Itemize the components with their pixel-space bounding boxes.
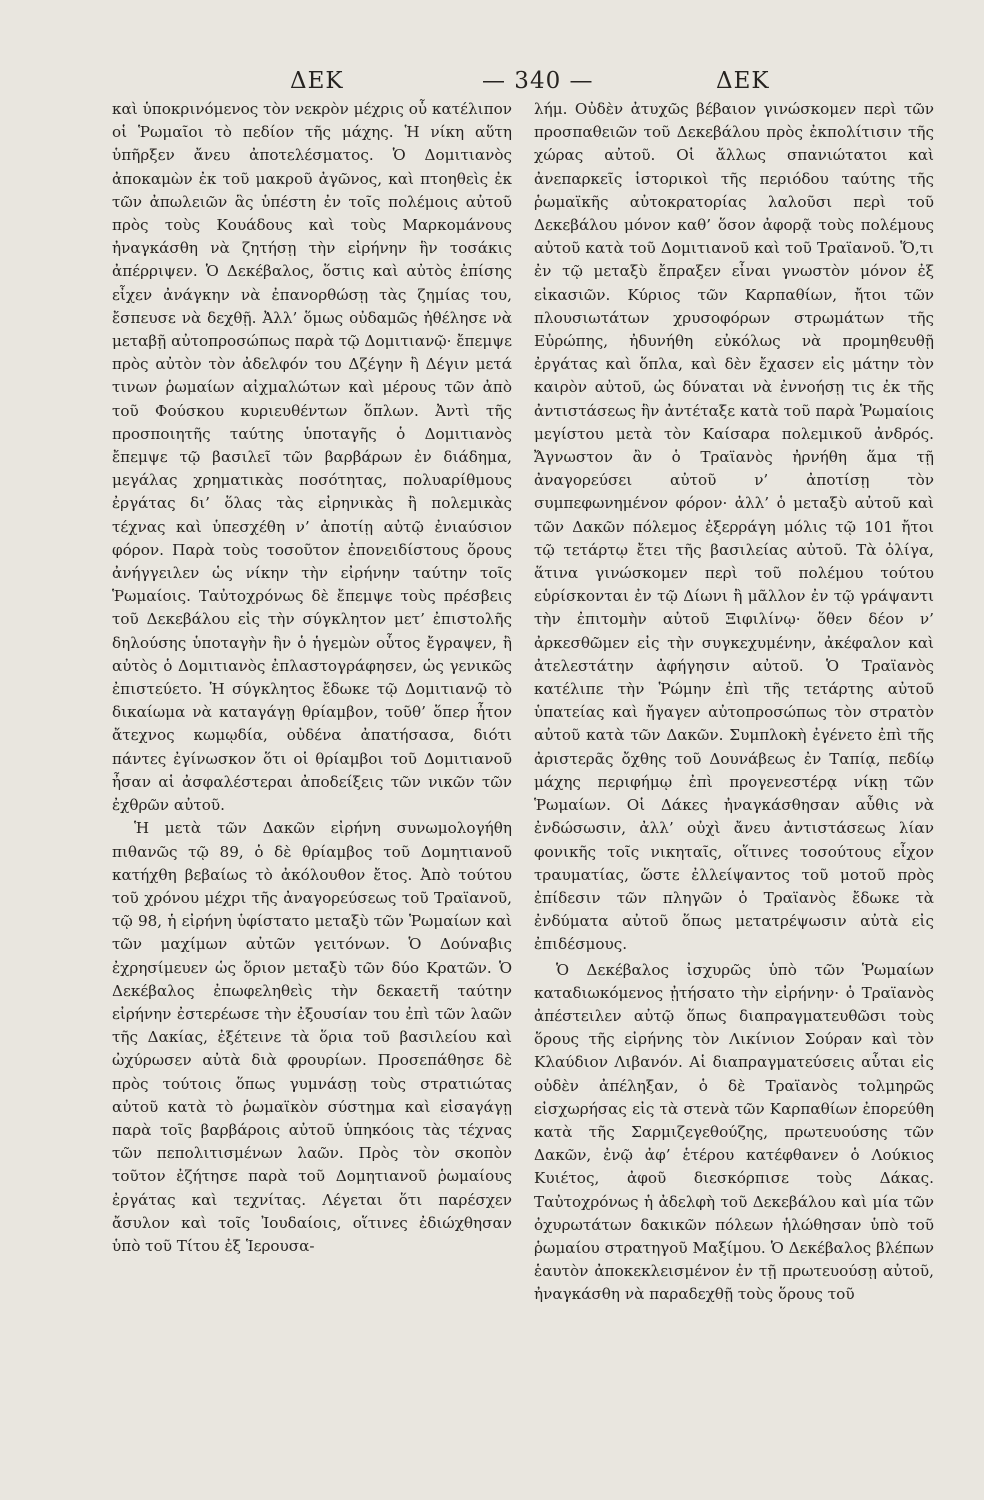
right-column bbox=[534, 98, 934, 1307]
paragraph: Ἡ μετὰ τῶν Δακῶν εἰρήνη συνωμολογήθη πιθανῶς τῷ 89, ὁ δὲ θρίαμβος τοῦ Δομητιανοῦ κατήχθη βεβαίως τὸ ἀκόλουθον ἔτος. Ἀπὸ τούτου τοῦ χρόνου μέχρι τῆς ἀναγορεύσεως τοῦ Τραϊανοῦ, τῷ 98, ἡ εἰρήνη ὑφίστατο μεταξὺ τῶν Ῥωμαίων καὶ τῶν μαχίμων αὐτῶν γειτόνων. Ὁ Δούναβις ἐχρησίμευεν ὡς ὅριον μεταξὺ τῶν δύο Κρατῶν. Ὁ Δεκέβαλος ἐπωφεληθεὶς τὴν δεκαετῆ ταύτην εἰρήνην ἐστερέωσε τὴν ἐξουσίαν του ἐπὶ τῶν λαῶν τῆς Δακίας, ἐξέτεινε τὰ ὅρια τοῦ βασιλείου καὶ ὠχύρωσεν αὐτὰ διὰ φρουρίων. Προσεπάθησε δὲ πρὸς τούτοις ὅπως γυμνάσῃ τοὺς στρατιώτας αὐτοῦ κατὰ τὸ ῥωμαϊκὸν σύστημα καὶ εἰσαγάγῃ παρὰ τοῖς βαρβάροις αὐτοῦ ὑπηκόοις τὰς τέχνας τῶν πεπολιτισμένων λαῶν. Πρὸς τὸν σκοπὸν τοῦτον ἐζήτησε παρὰ τοῦ Δομητιανοῦ ῥωμαίους ἐργάτας καὶ τεχνίτας. Λέγεται ὅτι παρέσχεν ἄσυλον καὶ τοῖς Ἰουδαίοις, οἵτινες ἐδιώχθησαν ὑπὸ τοῦ Τίτου ἐξ Ἱερουσα- bbox=[112, 819, 512, 1255]
page-number: — 340 — bbox=[482, 68, 594, 94]
paragraph: λήμ. Οὐδὲν ἀτυχῶς βέβαιον γινώσκομεν περὶ τῶν προσπαθειῶν τοῦ Δεκεβάλου πρὸς ἐκπολίτισιν τῆς χώρας αὐτοῦ. Οἱ ἄλλως σπανιώτατοι καὶ ἀνεπαρκεῖς ἱστορικοὶ τῆς περιόδου ταύτης τῆς ῥωμαϊκῆς αὐτοκρατορίας λαλοῦσι περὶ τοῦ Δεκεβάλου μόνον καθ’ ὅσον ἀφορᾷ τοὺς πολέμους αὐτοῦ κατὰ τοῦ Δομιτιανοῦ καὶ τοῦ Τραϊανοῦ. Ὅ,τι ἐν τῷ μεταξὺ ἔπραξεν εἶναι γνωστὸν μόνον ἐξ εἰκασιῶν. Κύριος τῶν Καρπαθίων, ἤτοι τῶν πλουσιωτάτων χρυσοφόρων στρωμάτων τῆς Εὐρώπης, ἠδυνήθη εὐκόλως νὰ προμηθευθῇ ἐργάτας καὶ ὅπλα, καὶ δὲν ἔχασεν εἰς μάτην τὸν καιρὸν αὐτοῦ, ὡς δύναται νὰ ἐννοήσῃ τις ἐκ τῆς ἀντιστάσεως ἣν ἀντέταξε κατὰ τοῦ παρὰ Ῥωμαίοις μεγίστου μετὰ τὸν Καίσαρα πολεμικοῦ ἀνδρός. Ἄγνωστον ἂν ὁ Τραϊανὸς ἠρνήθη ἅμα τῇ ἀναγορεύσει αὐτοῦ ν’ ἀποτίσῃ τὸν συμπεφωνημένον φόρον· ἀλλ’ ὁ μεταξὺ αὐτοῦ καὶ τῶν Δακῶν πόλεμος ἐξερράγη μόλις τῷ 101 ἤτοι τῷ τετάρτῳ ἔτει τῆς βασιλείας αὐτοῦ. Τὰ ὀλίγα, ἅτινα γινώσκομεν περὶ τοῦ πολέμου τούτου εὑρίσκονται ἐν τῷ Δίωνι ἢ μᾶλλον ἐν τῷ γράψαντι τὴν ἐπιτομὴν αὐτοῦ Ξιφιλίνῳ· ὅθεν δέον ν’ ἀρκεσθῶμεν εἰς τὴν συγκεχυμένην, ἀκέφαλον καὶ ἀτελεστάτην ἀφήγησιν αὐτοῦ. Ὁ Τραϊανὸς κατέλιπε τὴν Ῥώμην ἐπὶ τῆς τετάρτης αὐτοῦ ὑπατείας καὶ ἤγαγεν αὐτοπροσώπως τὸν στρατὸν αὐτοῦ κατὰ τῶν Δακῶν. Συμπλοκὴ ἐγένετο ἐπὶ τῆς ἀριστερᾶς ὄχθης τοῦ Δουνάβεως ἐν Ταπίᾳ, πεδίῳ μάχης περιφήμῳ ἐπὶ προγενεστέρᾳ νίκῃ τῶν Ῥωμαίων. Οἱ Δάκες ἠναγκάσθησαν αὖθις νὰ ἐνδώσωσιν, ἀλλ’ οὐχὶ ἄνευ ἀντιστάσεως λίαν φονικῆς τοῖς νικηταῖς, οἵτινες τοσούτους εἶχον τραυματίας, ὥστε ἐλλείψαντος τοῦ μοτοῦ πρὸς ἐπίδεσιν τῶν πληγῶν ὁ Τραϊανὸς ἔδωκε τὰ ἐνδύματα αὐτοῦ ὅπως μετατρέψωσιν αὐτὰ εἰς ἐπιδέσμους. bbox=[534, 100, 934, 954]
paragraph: Ὁ Δεκέβαλος ἰσχυρῶς ὑπὸ τῶν Ῥωμαίων καταδιωκόμενος ᾐτήσατο τὴν εἰρήνην· ὁ Τραϊανὸς ἀπέστειλεν αὐτῷ ὅπως διαπραγματευθῶσι τοὺς ὅρους τῆς εἰρήνης τὸν Λικίνιον Σούραν καὶ τὸν Κλαύδιον Λιβανόν. Αἱ διαπραγματεύσεις αὗται εἰς οὐδὲν ἀπέληξαν, ὁ δὲ Τραϊανὸς τολμηρῶς εἰσχωρήσας εἰς τὰ στενὰ τῶν Καρπαθίων ἐπορεύθη κατὰ τῆς Σαρμιζεγεθούζης, πρωτευούσης τῶν Δακῶν, ἐνῷ ἀφ’ ἑτέρου κατέφθανεν ὁ Λούκιος Κυιέτος, ἀφοῦ διεσκόρπισε τοὺς Δάκας. Ταὐτοχρόνως ἡ ἀδελφὴ τοῦ Δεκεβάλου καὶ μία τῶν ὀχυρωτάτων δακικῶν πόλεων ἡλώθησαν ὑπὸ τοῦ ῥωμαίου στρατηγοῦ Μαξίμου. Ὁ Δεκέβαλος βλέπων ἑαυτὸν ἀποκεκλεισμένον ἐν τῇ πρωτευούσῃ αὐτοῦ, ἠναγκάσθη νὰ παραδεχθῇ τοὺς ὅρους τοῦ bbox=[534, 960, 934, 1304]
text-columns bbox=[112, 98, 936, 1307]
paragraph: καὶ ὑποκρινόμενος τὸν νεκρὸν μέχρις οὗ κατέλιπον οἱ Ῥωμαῖοι τὸ πεδίον τῆς μάχης. Ἡ νίκη αὕτη ὑπῆρξεν ἄνευ ἀποτελέσματος. Ὁ Δομιτιανὸς ἀποκαμὼν ἐκ τοῦ μακροῦ ἀγῶνος, καὶ πτοηθεὶς ἐκ τῶν ἀπωλειῶν ἃς ὑπέστη ἐν τοῖς πολέμοις αὐτοῦ πρὸς τοὺς Κουάδους καὶ τοὺς Μαρκομάνους ἠναγκάσθη νὰ ζητήσῃ τὴν εἰρήνην ἣν τοσάκις ἀπέρριψεν. Ὁ Δεκέβαλος, ὅστις καὶ αὐτὸς ἐπίσης εἶχεν ἀνάγκην νὰ ἐπανορθώσῃ τὰς ζημίας του, ἔσπευσε νὰ δεχθῇ. Ἀλλ’ ὅμως οὐδαμῶς ἠθέλησε νὰ μεταβῇ αὐτοπροσώπως παρὰ τῷ Δομιτιανῷ· ἔπεμψε πρὸς αὐτὸν τὸν ἀδελφόν του Δζέγην ἢ Δέγιν μετά τινων ῥωμαίων αἰχμαλώτων καὶ μέρους τῶν ἀπὸ τοῦ Φούσκου κυριευθέντων ὅπλων. Ἀντὶ τῆς προσποιητῆς ταύτης ὑποταγῆς ὁ Δομιτιανὸς ἔπεμψε τῷ βασιλεῖ τῶν βαρβάρων ἐν διάδημα, μεγάλας χρηματικὰς ποσότητας, πολυαρίθμους ἐργάτας δι’ ὅλας τὰς εἰρηνικὰς ἢ πολεμικὰς τέχνας καὶ ὑπεσχέθη ν’ ἀποτίῃ αὐτῷ ἐνιαύσιον φόρον. Παρὰ τοὺς τοσοῦτον ἐπονειδίστους ὅρους ἀνήγγειλεν ὡς νίκην τὴν εἰρήνην ταύτην τοῖς Ῥωμαίοις. Ταὐτοχρόνως δὲ ἔπεμψε τοὺς πρέσβεις τοῦ Δεκεβάλου εἰς τὴν σύγκλητον μετ’ ἐπιστολῆς δηλούσης ὑποταγὴν ἣν ὁ ἡγεμὼν οὗτος ἔγραψεν, ἢ αὐτὸς ὁ Δομιτιανὸς ἐπλαστογράφησεν, ὡς γενικῶς ἐπιστεύετο. Ἡ σύγκλητος ἔδωκε τῷ Δομιτιανῷ τὸ δικαίωμα νὰ καταγάγῃ θρίαμβον, τοῦθ’ ὅπερ ἦτον ἄτεχνος κωμῳδία, οὐδένα ἀπατήσασα, διότι πάντες ἐγίνωσκον ὅτι οἱ θρίαμβοι τοῦ Δομιτιανοῦ ἦσαν αἱ ἀσφαλέστεραι ἀποδείξεις τῶν νικῶν τῶν ἐχθρῶν αὐτοῦ. bbox=[112, 100, 512, 815]
running-head-right: ΔΕΚ bbox=[716, 68, 770, 94]
left-column bbox=[112, 98, 512, 1307]
page-header bbox=[112, 60, 936, 98]
running-head-left: ΔΕΚ bbox=[290, 68, 344, 94]
